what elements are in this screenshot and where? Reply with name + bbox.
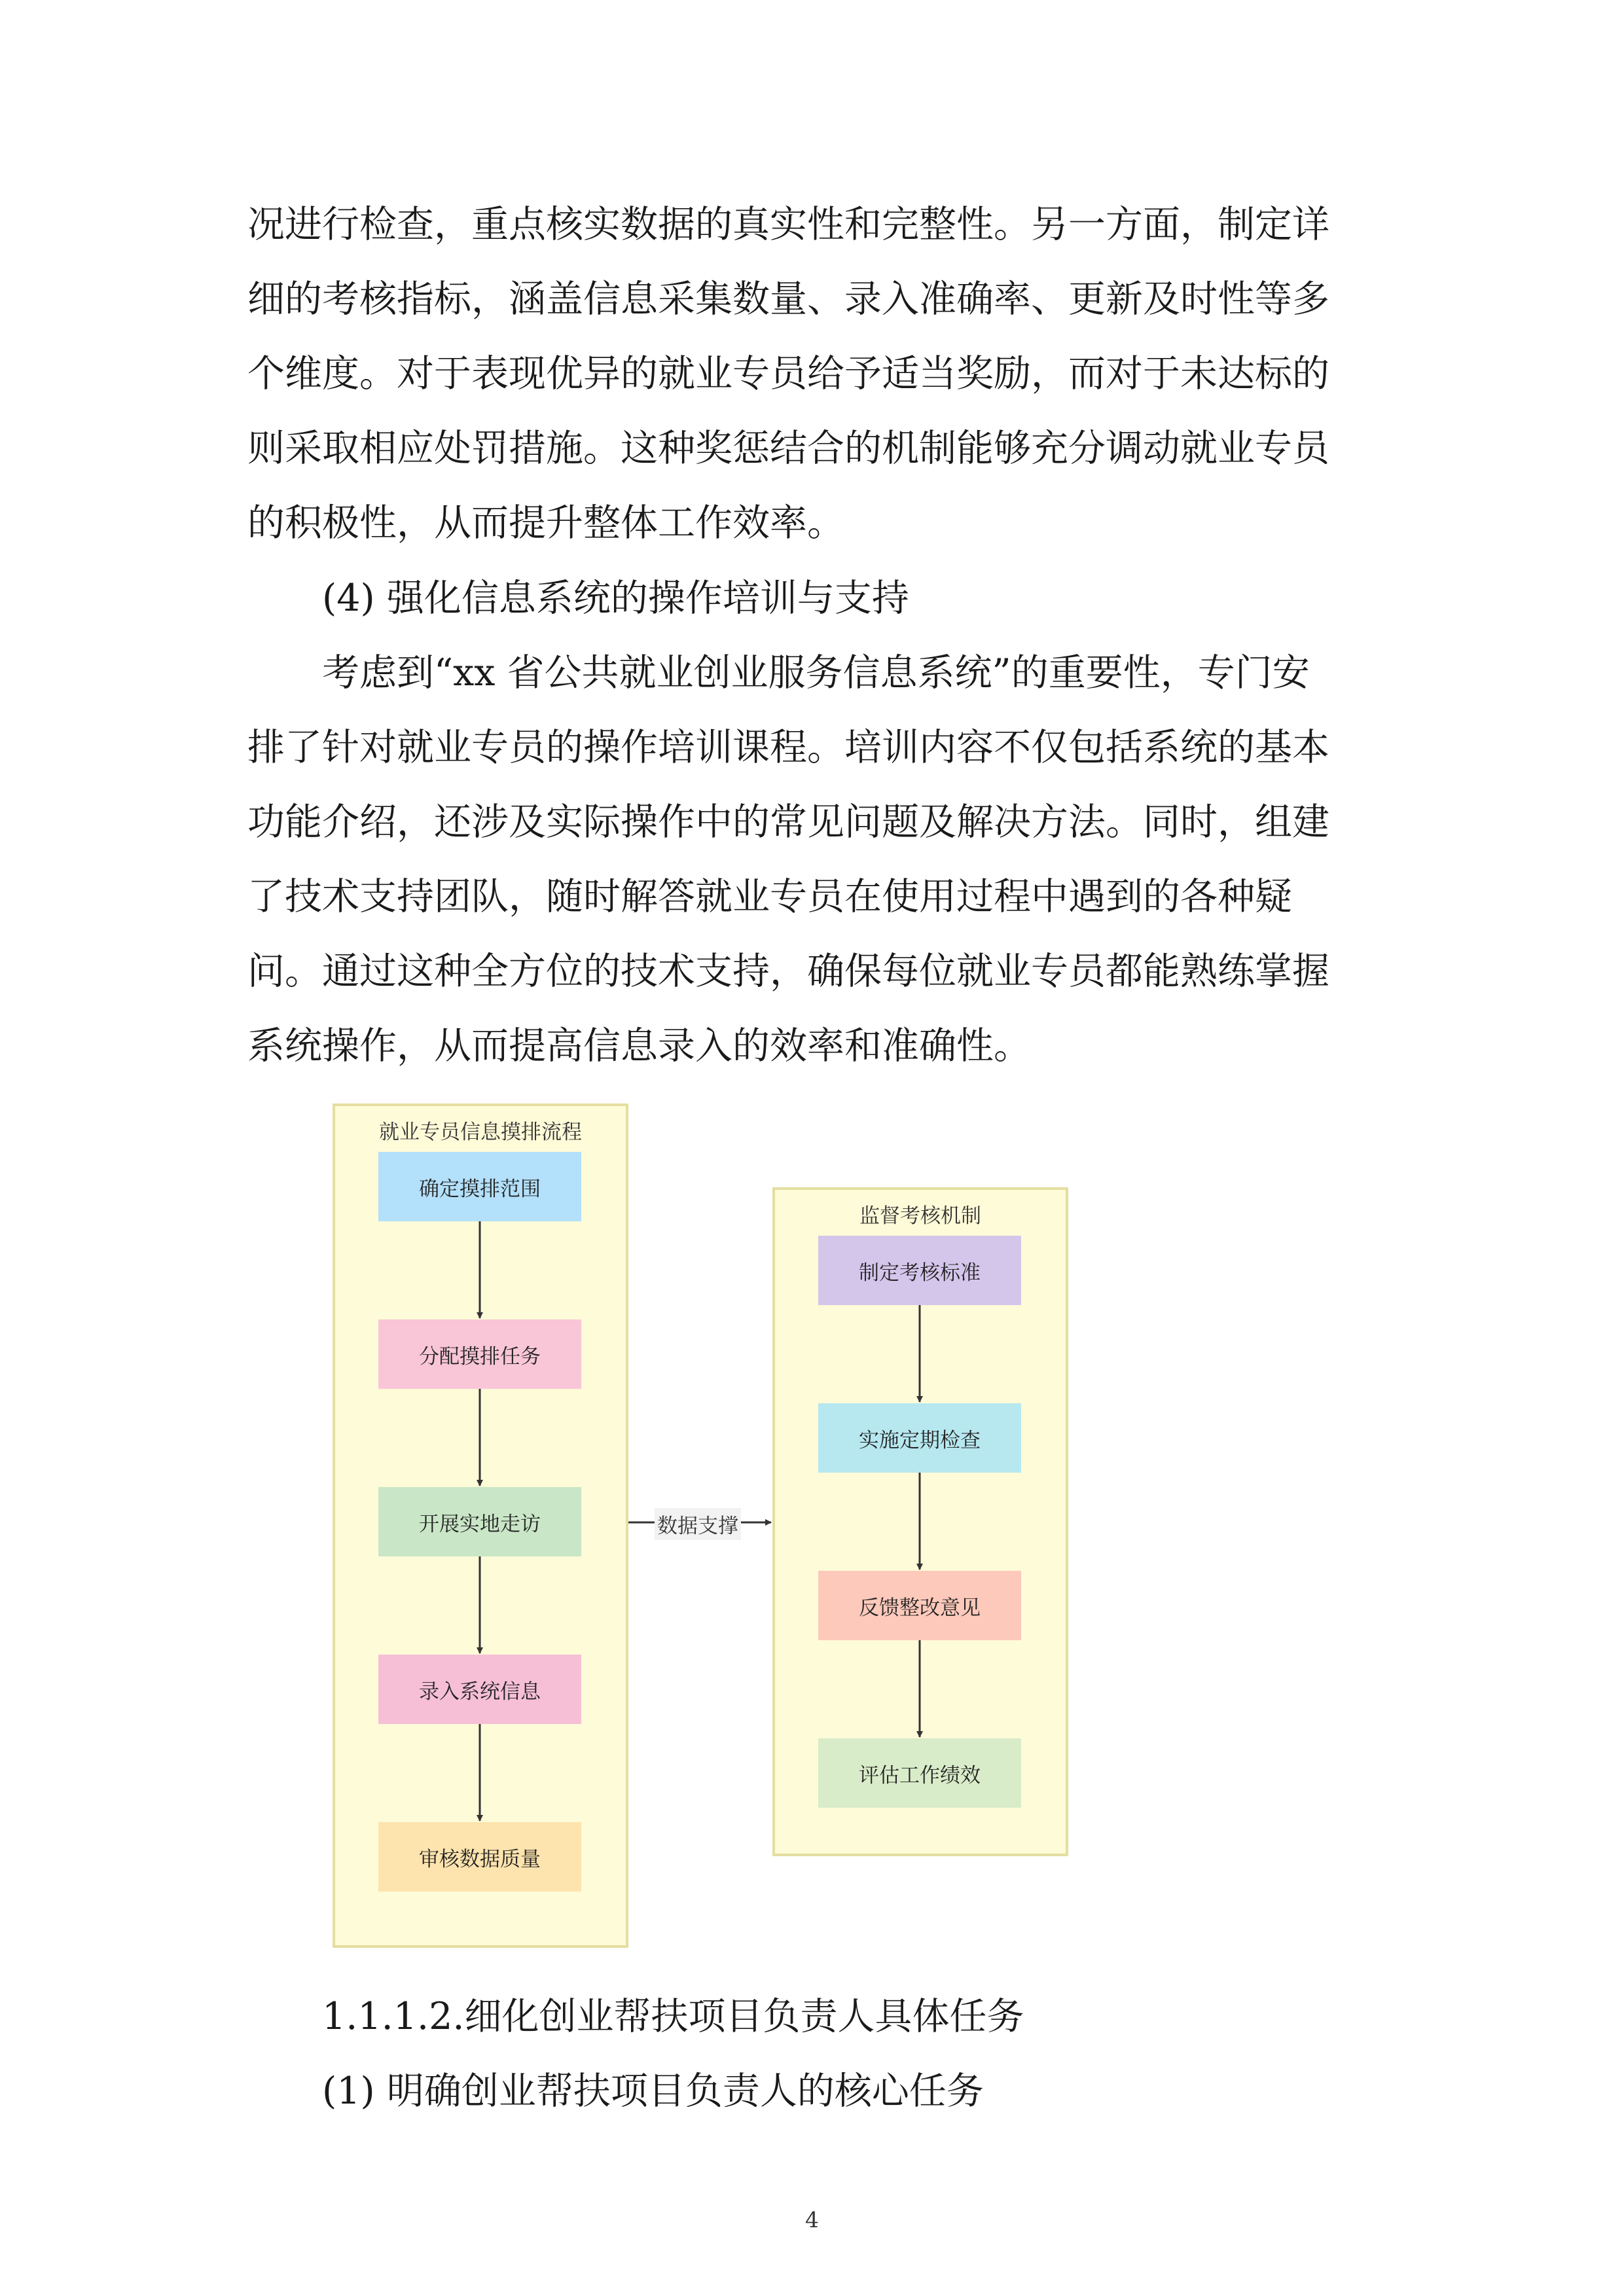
section-heading: 1.1.1.2.细化创业帮扶项目负责人具体任务 [322,1995,1024,2038]
flow-node: 录入系统信息 [378,1655,581,1724]
edge-label-data-support: 数据支撑 [655,1508,741,1540]
paragraph-line: 排了针对就业专员的操作培训课程。培训内容不仅包括系统的基本 [247,726,1329,769]
flow-node: 反馈整改意见 [818,1571,1021,1640]
subsection-heading-4: (4) 强化信息系统的操作培训与支持 [322,577,909,620]
paragraph-2 [247,636,1386,1083]
paragraph-line: 细的考核指标，涵盖信息采集数量、录入准确率、更新及时性等多 [247,278,1329,321]
sub-heading-1: (1) 明确创业帮扶项目负责人的核心任务 [322,2070,984,2113]
paragraph-line: 系统操作，从而提高信息录入的效率和准确性。 [247,1024,1031,1067]
paragraph-line: 的积极性，从而提升整体工作效率。 [247,501,844,545]
paragraph-line: 了技术支持团队，随时解答就业专员在使用过程中遇到的各种疑 [247,875,1292,918]
paragraph-1 [247,187,1386,560]
page-number: 4 [805,2207,819,2233]
paragraph-line: 考虑到“xx 省公共就业创业服务信息系统”的重要性，专门安 [322,651,1310,694]
paragraph-line: 问。通过这种全方位的技术支持，确保每位就业专员都能熟练掌握 [247,950,1329,993]
paragraph-line: 功能介绍，还涉及实际操作中的常见问题及解决方法。同时，组建 [247,800,1329,844]
paragraph-line: 况进行检查，重点核实数据的真实性和完整性。另一方面，制定详 [247,203,1329,246]
flow-node: 审核数据质量 [378,1822,581,1892]
flow-node: 开展实地走访 [378,1487,581,1556]
paragraph-line: 则采取相应处罚措施。这种奖惩结合的机制能够充分调动就业专员 [247,427,1329,470]
flow-node: 制定考核标准 [818,1236,1021,1305]
flow-node: 分配摸排任务 [378,1319,581,1389]
flow-node: 确定摸排范围 [378,1152,581,1221]
flow-node: 实施定期检查 [818,1403,1021,1473]
right-group-title: 监督考核机制 [859,1204,981,1228]
paragraph-line: 个维度。对于表现优异的就业专员给予适当奖励，而对于未达标的 [247,352,1329,395]
left-group-title: 就业专员信息摸排流程 [379,1121,582,1144]
flow-node: 评估工作绩效 [818,1738,1021,1808]
